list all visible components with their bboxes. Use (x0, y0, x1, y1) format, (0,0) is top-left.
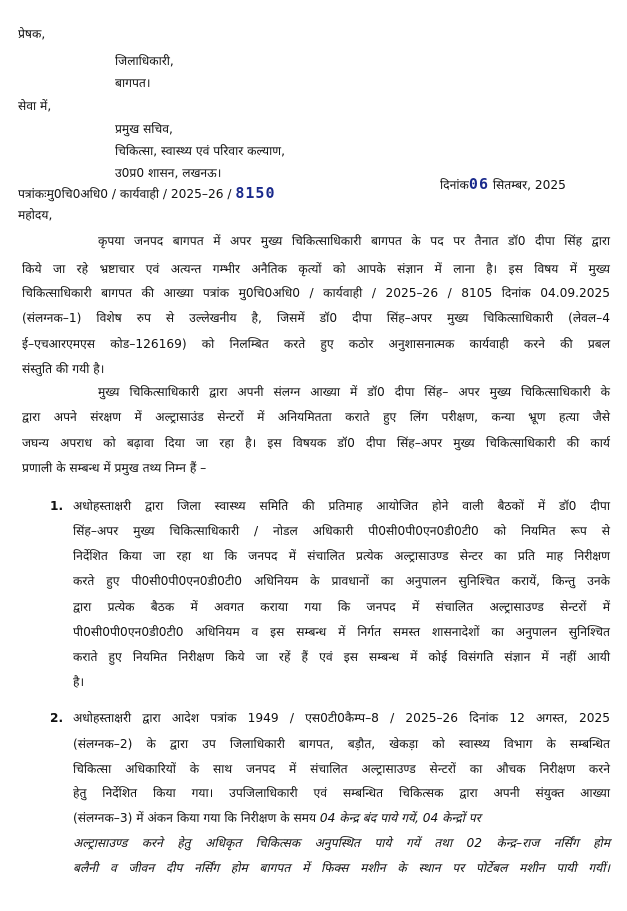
recipient-designation: प्रमुख सचिव, (115, 122, 173, 136)
item2-line: हेतु निर्देशित किया गया। उपजिलाधिकारी एवं सम्बन्धित चिकित्सक द्वारा अपनी संयुक्त आख्या (73, 786, 610, 800)
para2-line: जघन्य अपराध को बढ़ावा दिया जा रहा है। इस विषयक डॉ0 दीपा सिंह–अपर मुख्य चिकित्साधिकारी की कार्य (22, 436, 610, 450)
sender-district: बागपत। (115, 76, 151, 90)
recipient-label: सेवा में, (18, 99, 52, 113)
item2-line-italic: बलैनी व जीवन दीप नर्सिंग होम बागपत में फिक्स मशीन के स्थान पर पोर्टेबल मशीन पायी गयीं। (73, 861, 610, 875)
para2-line: प्रणाली के सम्बन्ध में प्रमुख तथ्य निम्न हैं – (22, 461, 207, 475)
item1-line: पी0सी0पी0एन0डी0टी0 अधिनियम व इस सम्बन्ध में निर्गत समस्त शासनादेशों का अनुपालन सुनिश्चित (73, 625, 610, 639)
item2-line: चिकित्सा अधिकारियों के साथ जनपद में संचालित अल्ट्रासाउण्ड सेन्टरों का औचक निरीक्षण करने (73, 762, 610, 776)
para1-line: कृपया जनपद बागपत में अपर मुख्य चिकित्साधिकारी बागपत के पद पर तैनात डॉ0 दीपा सिंह द्वारा (98, 234, 610, 248)
para1-line: संस्तुति की गयी है। (22, 362, 105, 376)
sender-designation: जिलाधिकारी, (115, 54, 174, 68)
item1-line: द्वारा प्रत्येक बैठक में अवगत कराया गया कि जनपद में संचालित अल्ट्रासाउण्ड सेन्टरों में (73, 600, 610, 614)
item1-line: सिंह–अपर मुख्य चिकित्साधिकारी / नोडल अधिकारी पी0सी0पी0एन0डी0टी0 को नियमित रूप से (73, 524, 610, 538)
item1-line: कराते हुए नियमित निरीक्षण किये जा रहें हैं एवं इस सम्बन्ध में कोई विसंगति संज्ञान में नहीं आयी (73, 650, 610, 664)
letter-date (440, 174, 566, 195)
para2-line: द्वारा अपने संरक्षण में अल्ट्रासाउंड सेन्टरों में अनियमितता कराते हुए लिंग परीक्षण, कन्या भ्रूण हत्या जैसे (22, 410, 610, 424)
item1-line: करते हुए पी0सी0पी0एन0डी0टी0 अधिनियम के प्रावधानों का अनुपालन सुनिश्चित करायें, किन्तु उनके (73, 574, 610, 588)
para1-line: ई–एचआरएमएस कोड–126169) को निलम्बित करते हुए कठोर अनुशासनात्मक कार्यवाही करने की प्रबल (22, 337, 610, 351)
item2-line (73, 808, 481, 828)
reference-prefix: पत्रांकःमु0चि0अधि0 / कार्यवाही / 2025–26 / (18, 187, 232, 201)
recipient-government: उ0प्र0 शासन, लखनऊ। (115, 166, 222, 180)
item1-number: 1. (50, 499, 64, 513)
item2-line-plain: (संलग्नक–3) में अंकन किया गया कि निरीक्षण के समय (73, 811, 317, 825)
para1-line: (संलग्नक–1) विशेष रुप से उल्लेखनीय है, जिसमें डॉ0 दीपा सिंह–अपर मुख्य चिकित्साधिकारी (लेवल–4 (22, 311, 610, 325)
reference-handwritten-number: 8150 (235, 184, 276, 202)
item2-line-italic: अल्ट्रासाउण्ड करने हेतु अधिकृत चिकित्सक अनुपस्थित पाये गयें तथा 02 केन्द्र–राज नर्सिंग होम (73, 836, 610, 850)
item1-line: निर्देशित किया जा रहा था कि जनपद में संचालित प्रत्येक अल्ट्रासाउण्ड सेन्टर का प्रति माह निरीक्षण (73, 549, 610, 563)
recipient-department: चिकित्सा, स्वास्थ्य एवं परिवार कल्याण, (115, 144, 285, 158)
para2-line: मुख्य चिकित्साधिकारी द्वारा अपनी संलग्न आख्या में डॉ0 दीपा सिंह– अपर मुख्य चिकित्साधिकारी के (98, 385, 610, 399)
item1-line: अधोहस्ताक्षरी द्वारा जिला स्वास्थ्य समिति की प्रतिमाह आयोजित होने वाली बैठकों में डॉ0 दीपा (73, 499, 610, 513)
item2-line-italic: 04 केन्द्र बंद पाये गयें, 04 केन्द्रों पर (319, 811, 481, 825)
item2-line: (संलग्नक–2) के द्वारा उप जिलाधिकारी बागपत, बड़ौत, खेकड़ा को स्वास्थ्य विभाग के सम्बन्धित (73, 737, 610, 751)
para1-line: किये जा रहे भ्रष्टाचार एवं अत्यन्त गम्भीर अनैतिक कृत्यों को आपके संज्ञान में लाना है। इस विषय में मुख्य (22, 262, 610, 276)
reference-number (18, 183, 276, 204)
date-prefix: दिनांक (440, 178, 469, 192)
sender-label: प्रेषक, (18, 27, 46, 41)
para1-line: चिकित्साधिकारी बागपत की आख्या पत्रांक मु0चि0अधि0 / कार्यवाही / 2025–26 / 8105 दिनांक 04.09.2025 (22, 286, 610, 300)
date-handwritten-day: 06 (468, 175, 489, 193)
item2-number: 2. (50, 711, 64, 725)
item2-line: अधोहस्ताक्षरी द्वारा आदेश पत्रांक 1949 / एस0टी0कैम्प–8 / 2025–26 दिनांक 12 अगस्त, 2025 (73, 711, 610, 725)
salutation: महोदय, (18, 208, 53, 222)
date-month-year: सितम्बर, 2025 (492, 178, 566, 192)
item1-line: है। (73, 675, 85, 689)
